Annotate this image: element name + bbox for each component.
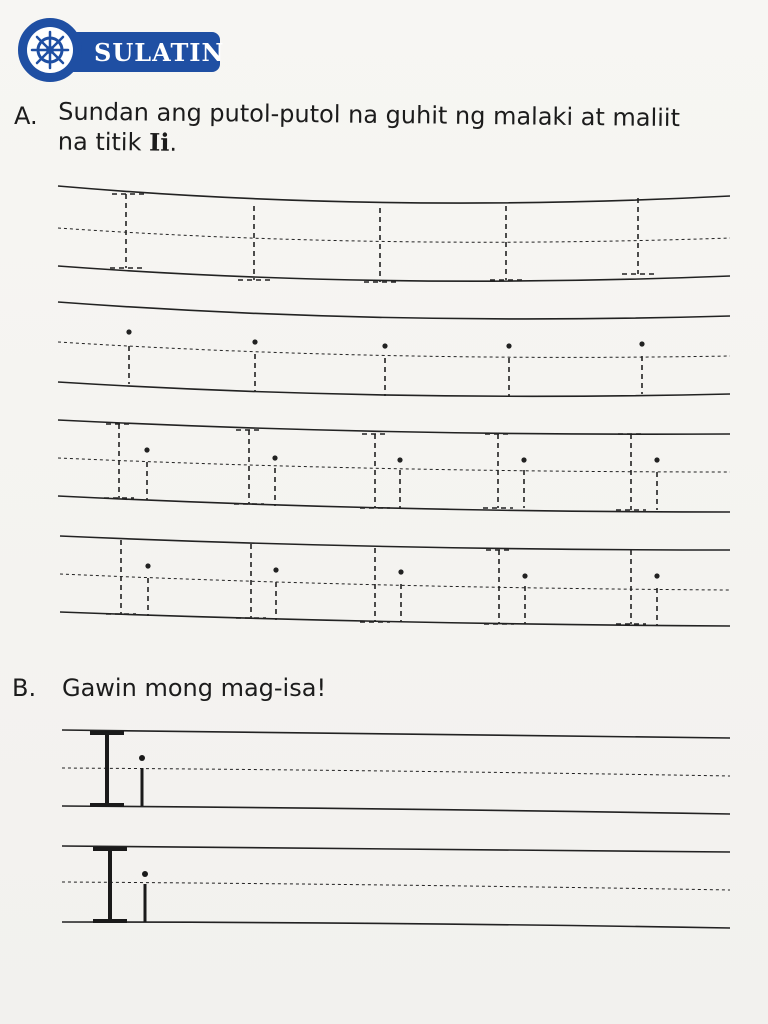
- model-capital-i: [90, 733, 124, 805]
- row4-traced-pairs: [106, 540, 659, 626]
- row3-top-line: [58, 420, 730, 434]
- rowB1-top-line: [62, 730, 730, 738]
- row2-base-line: [58, 382, 730, 396]
- rowB2-top-line: [62, 846, 730, 852]
- traced-capital-i: [490, 206, 524, 280]
- row2-mid-line: [58, 342, 730, 357]
- instruction-line2: na titik: [57, 127, 150, 157]
- rowB2-base-line: [62, 922, 730, 928]
- model-small-i: [142, 871, 148, 922]
- traced-small-i: [383, 344, 387, 396]
- row4-top-line: [60, 536, 730, 550]
- traced-capital-i: [364, 208, 398, 282]
- row3-traced-pairs: [104, 424, 659, 510]
- rowB1-base-line: [62, 806, 730, 814]
- row1-base-line: [58, 266, 730, 281]
- row3-mid-line: [58, 458, 730, 472]
- instruction-line1: Sundan ang putol-putol na guhit ng malaki at maliit: [58, 97, 681, 133]
- instruction-suffix: .: [169, 128, 178, 157]
- rowB1-mid-line: [62, 768, 730, 776]
- row2-top-line: [58, 302, 730, 319]
- traced-small-i: [640, 342, 644, 394]
- row4-mid-line: [60, 574, 730, 590]
- traced-small-i: [507, 344, 511, 396]
- section-b-label: B.: [12, 674, 37, 702]
- row1-mid-line: [58, 228, 730, 242]
- sectionB-model-letters: [90, 733, 148, 922]
- rowB2-mid-line: [62, 882, 730, 890]
- traced-capital-i: [622, 198, 656, 274]
- section-b-instruction: Gawin mong mag-isa!: [62, 674, 327, 702]
- traced-small-i: [127, 330, 131, 384]
- traced-small-i: [253, 340, 257, 392]
- badge-title: SULATIN: [94, 38, 225, 67]
- traced-capital-i: [110, 194, 146, 268]
- row1-traced-capitals: [110, 194, 656, 282]
- row1-top-line: [58, 186, 730, 203]
- instruction-letters: Ii: [148, 127, 170, 157]
- traced-capital-i: [238, 206, 272, 280]
- model-small-i: [139, 755, 145, 806]
- model-capital-i: [93, 849, 127, 921]
- section-a-label: A.: [14, 102, 38, 130]
- row2-traced-small: [127, 330, 644, 396]
